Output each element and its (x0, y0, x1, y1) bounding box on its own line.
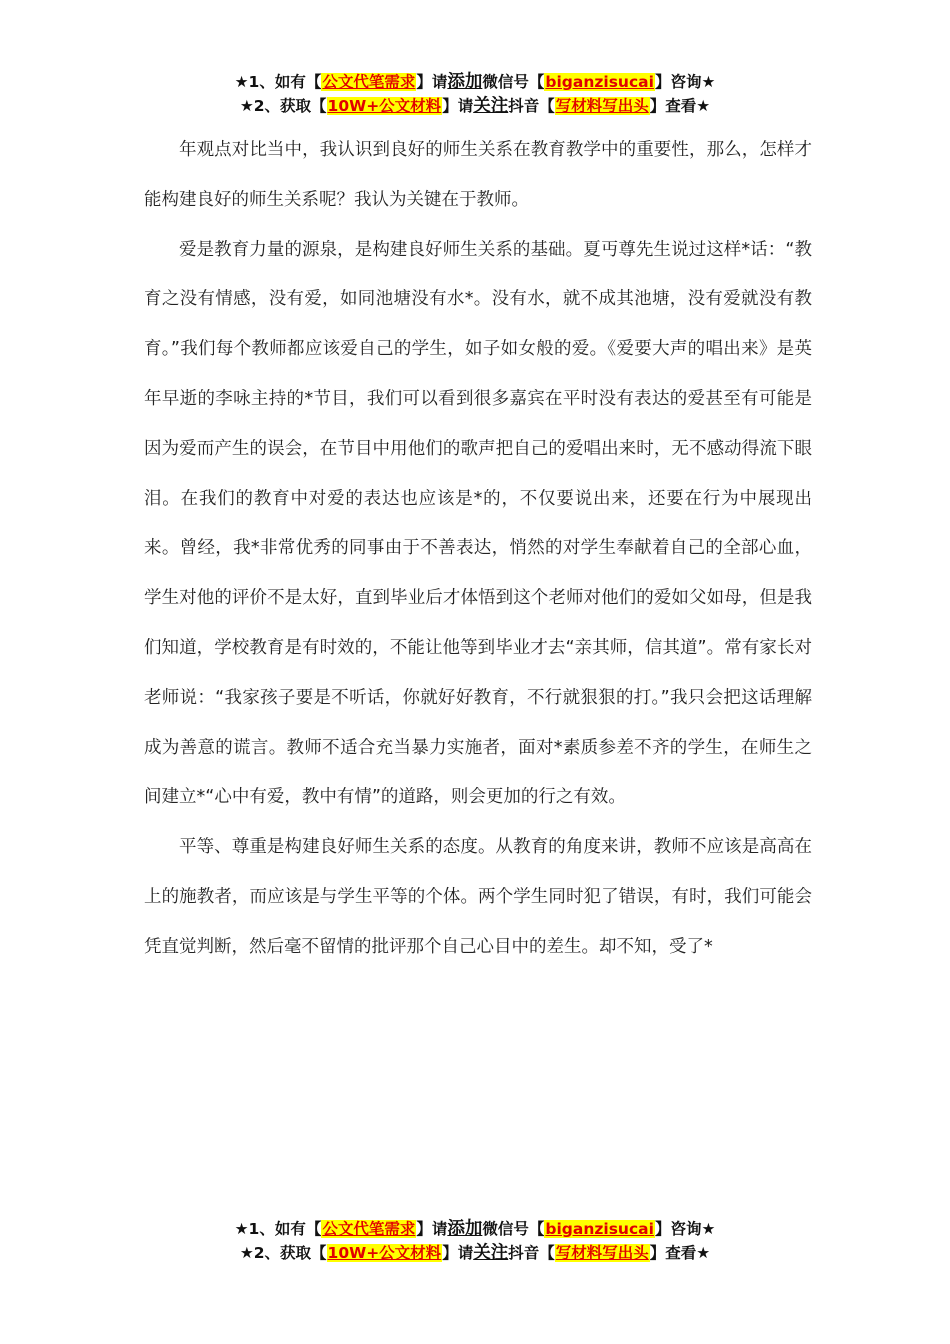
banner-emphasis: 关注 (473, 1243, 509, 1263)
banner-text: ★2、获取【 (239, 97, 327, 115)
banner-emphasis: 添加 (447, 1219, 483, 1239)
banner-line-1 (0, 70, 950, 94)
banner-text: 抖音【 (508, 1244, 555, 1262)
banner-highlight-materials: 10W+公文材料 (327, 1244, 442, 1262)
paragraph-1: 年观点对比当中，我认识到良好的师生关系在教育教学中的重要性，那么，怎样才能构建良好的师生关系呢？我认为关键在于教师。 (144, 140, 812, 210)
footer-banner (0, 1217, 950, 1265)
header-banner (0, 70, 950, 118)
banner-highlight-wechat-id: biganzisucai (545, 1220, 654, 1238)
banner-text: 】咨询★ (654, 73, 716, 91)
banner-text: ★1、如有【 (234, 73, 322, 91)
banner-highlight-wechat-id: biganzisucai (545, 73, 654, 91)
document-body (144, 126, 812, 973)
banner-emphasis: 关注 (473, 96, 509, 116)
banner-highlight-douyin: 写材料写出头 (555, 97, 649, 115)
banner-highlight-service: 公文代笔需求 (322, 73, 416, 91)
banner-line-2 (0, 94, 950, 118)
banner-text: 】请 (442, 1244, 474, 1262)
banner-text: 】查看★ (649, 97, 711, 115)
banner-text: ★1、如有【 (234, 1220, 322, 1238)
banner-highlight-douyin: 写材料写出头 (555, 1244, 649, 1262)
banner-text: 】咨询★ (654, 1220, 716, 1238)
banner-text: 】请 (442, 97, 474, 115)
banner-emphasis: 添加 (447, 72, 483, 92)
banner-text: 微信号【 (482, 73, 545, 91)
banner-line-1 (0, 1217, 950, 1241)
banner-text: 】请 (416, 73, 448, 91)
paragraph-3: 平等、尊重是构建良好师生关系的态度。从教育的角度来讲，教师不应该是高高在上的施教者，而应该是与学生平等的个体。两个学生同时犯了错误，有时，我们可能会凭直觉判断，然后毫不留情的批评那个自己心目中的差生。却不知，受了* (144, 837, 812, 957)
banner-text: 微信号【 (482, 1220, 545, 1238)
banner-text: ★2、获取【 (239, 1244, 327, 1262)
banner-text: 】请 (416, 1220, 448, 1238)
banner-highlight-service: 公文代笔需求 (322, 1220, 416, 1238)
banner-text: 抖音【 (508, 97, 555, 115)
banner-text: 】查看★ (649, 1244, 711, 1262)
banner-highlight-materials: 10W+公文材料 (327, 97, 442, 115)
paragraph-2: 爱是教育力量的源泉，是构建良好师生关系的基础。夏丏尊先生说过这样*话：“教育之没有情感，没有爱，如同池塘没有水*。没有水，就不成其池塘，没有爱就没有教育。”我们每个教师都应该爱自己的学生，如子如女般的爱。《爱要大声的唱出来》是英年早逝的李咏主持的*节目，我们可以看到很多嘉宾在平时没有表达的爱甚至有可能是因为爱而产生的误会，在节目中用他们的歌声把自己的爱唱出来时，无不感动得流下眼泪。在我们的教育中对爱的表达也应该是*的，不仅要说出来，还要在行为中展现出来。曾经，我*非常优秀的同事由于不善表达，悄然的对学生奉献着自己的全部心血，学生对他的评价不是太好，直到毕业后才体悟到这个老师对他们的爱如父如母，但是我们知道，学校教育是有时效的，不能让他等到毕业才去“亲其师，信其道”。常有家长对老师说：“我家孩子要是不听话，你就好好教育，不行就狠狠的打。”我只会把这话理解成为善意的谎言。教师不适合充当暴力实施者，面对*素质参差不齐的学生，在师生之间建立*“心中有爱，教中有情”的道路，则会更加的行之有效。 (144, 239, 812, 808)
banner-line-2 (0, 1241, 950, 1265)
